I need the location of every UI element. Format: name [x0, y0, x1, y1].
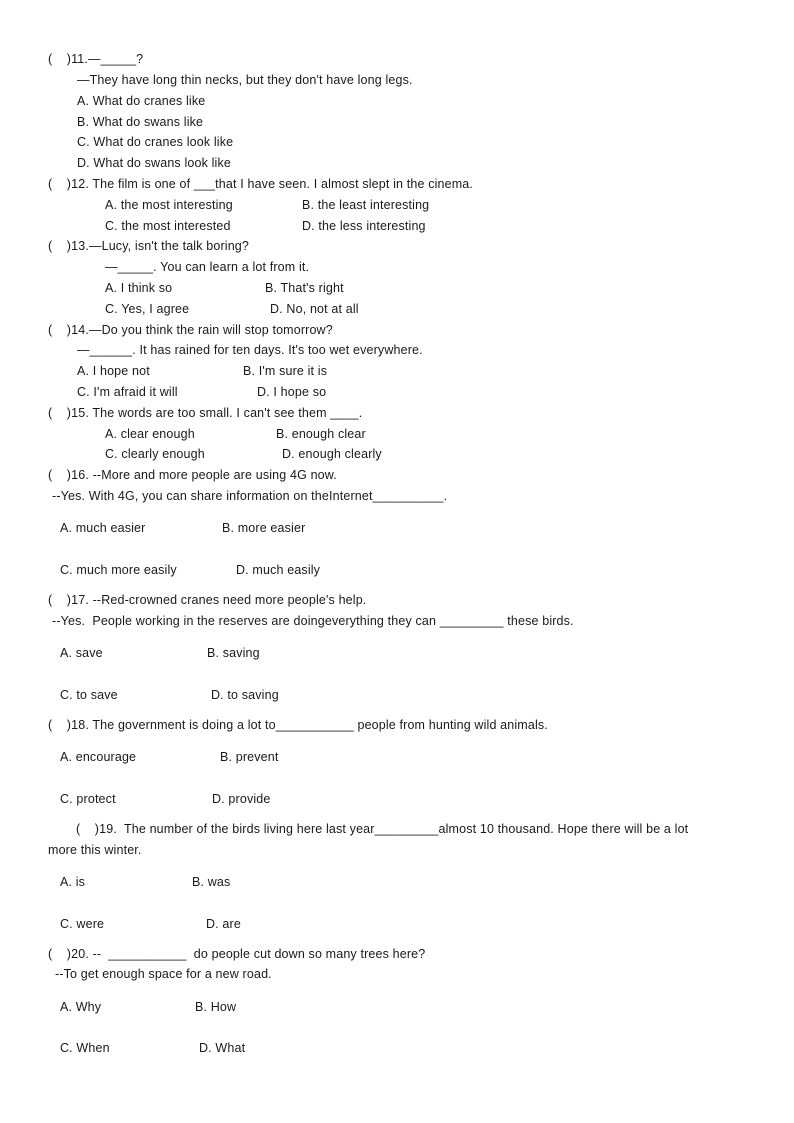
question-17-stem: ( )17. --Red-crowned cranes need more people's help. — [48, 593, 367, 607]
question-19-option-b: B. was — [192, 875, 231, 889]
question-12-option-c: C. the most interested — [105, 219, 231, 233]
question-17-option-d: D. to saving — [211, 688, 279, 702]
question-15-option-a: A. clear enough — [105, 427, 195, 441]
question-12-stem: ( )12. The film is one of ___that I have seen. I almost slept in the cinema. — [48, 177, 474, 191]
question-15-option-b: B. enough clear — [276, 427, 366, 441]
question-18-option-c: C. protect — [60, 792, 116, 806]
question-14-option-d: D. I hope so — [257, 385, 327, 399]
question-16-option-c: C. much more easily — [60, 563, 177, 577]
question-20-option-d: D. What — [199, 1041, 246, 1055]
question-20-stem: ( )20. -- ___________ do people cut down so many trees here? — [48, 947, 426, 961]
question-18-option-a: A. encourage — [60, 750, 137, 764]
question-12-option-d: D. the less interesting — [302, 219, 426, 233]
question-13-option-c: C. Yes, I agree — [105, 302, 190, 316]
question-17-option-c: C. to save — [60, 688, 118, 702]
question-19-option-d: D. are — [206, 917, 241, 931]
question-11-option-d: D. What do swans look like — [77, 156, 231, 170]
question-11-option-b: B. What do swans like — [77, 115, 204, 129]
question-14-response: —______. It has rained for ten days. It's too wet everywhere. — [77, 343, 423, 357]
question-13-option-a: A. I think so — [105, 281, 173, 295]
question-16-option-b: B. more easier — [222, 521, 306, 535]
question-15-stem: ( )15. The words are too small. I can't see them ____. — [48, 406, 363, 420]
question-18-option-d: D. provide — [212, 792, 271, 806]
question-14-stem: ( )14.—Do you think the rain will stop tomorrow? — [48, 323, 333, 337]
question-13-option-b: B. That's right — [265, 281, 344, 295]
question-19-stem-continued: more this winter. — [48, 843, 142, 857]
question-11-response: —They have long thin necks, but they don't have long legs. — [77, 73, 413, 87]
question-17-option-a: A. save — [60, 646, 103, 660]
question-16-option-d: D. much easily — [236, 563, 321, 577]
question-18-stem: ( )18. The government is doing a lot to___________ people from hunting wild animals. — [48, 718, 548, 732]
question-19-option-a: A. is — [60, 875, 86, 889]
question-19-stem: ( )19. The number of the birds living here last year_________almost 10 thousand. Hope there will be a lot — [76, 822, 689, 836]
question-14-option-c: C. I'm afraid it will — [77, 385, 178, 399]
question-13-response: —_____. You can learn a lot from it. — [105, 260, 310, 274]
question-12-option-a: A. the most interesting — [105, 198, 233, 212]
question-17-option-b: B. saving — [207, 646, 260, 660]
question-13-option-d: D. No, not at all — [270, 302, 359, 316]
question-20-option-b: B. How — [195, 1000, 237, 1014]
question-16-response: --Yes. With 4G, you can share information on theInternet__________. — [52, 489, 448, 503]
question-20-response: --To get enough space for a new road. — [55, 967, 272, 981]
question-11-option-c: C. What do cranes look like — [77, 135, 234, 149]
question-12-option-b: B. the least interesting — [302, 198, 430, 212]
question-15-option-c: C. clearly enough — [105, 447, 205, 461]
question-20-option-a: A. Why — [60, 1000, 102, 1014]
question-19-option-c: C. were — [60, 917, 105, 931]
question-17-response: --Yes. People working in the reserves are doingeverything they can _________ these birds. — [52, 614, 574, 628]
question-18-option-b: B. prevent — [220, 750, 279, 764]
question-14-option-b: B. I'm sure it is — [243, 364, 328, 378]
question-11-option-a: A. What do cranes like — [77, 94, 206, 108]
question-13-stem: ( )13.—Lucy, isn't the talk boring? — [48, 239, 250, 253]
question-16-option-a: A. much easier — [60, 521, 146, 535]
question-20-option-c: C. When — [60, 1041, 110, 1055]
question-11-stem: ( )11.—_____? — [48, 52, 144, 66]
question-15-option-d: D. enough clearly — [282, 447, 382, 461]
question-16-stem: ( )16. --More and more people are using 4G now. — [48, 468, 337, 482]
question-14-option-a: A. I hope not — [77, 364, 150, 378]
